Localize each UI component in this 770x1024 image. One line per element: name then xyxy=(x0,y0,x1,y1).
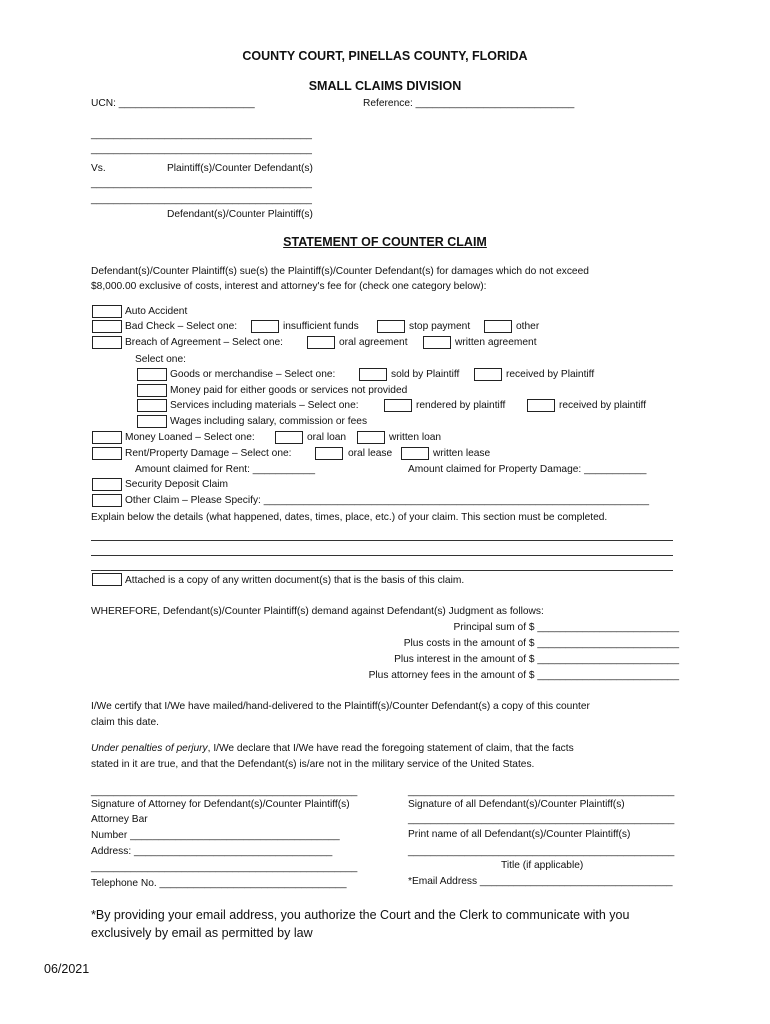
vs-label: Vs. xyxy=(91,163,106,174)
perjury-italic: Under penalties of perjury xyxy=(91,743,208,754)
court-title: COUNTY COURT, PINELLAS COUNTY, FLORIDA xyxy=(242,49,528,63)
intro-line-2: $8,000.00 exclusive of costs, interest and attorney's fee for (check one category below): xyxy=(91,281,487,292)
written-lease-label: written lease xyxy=(433,448,491,459)
stop-payment-label: stop payment xyxy=(409,321,471,332)
print-name-label: Print name of all Defendant(s)/Counter Plaintiff(s) xyxy=(408,829,631,840)
money-paid-label: Money paid for either goods or services not provided xyxy=(170,385,408,396)
bad-check-label: Bad Check – Select one: xyxy=(125,321,238,332)
amount-property-field[interactable]: Amount claimed for Property Damage: ___________ xyxy=(408,464,647,475)
auto-accident-label: Auto Accident xyxy=(125,306,188,317)
rendered-by-plaintiff-label: rendered by plaintiff xyxy=(416,400,506,411)
breach-checkbox[interactable] xyxy=(92,336,122,349)
costs-field[interactable]: Plus costs in the amount of $ _________________________ xyxy=(403,638,679,649)
written-agreement-checkbox[interactable] xyxy=(423,336,451,349)
form-title: STATEMENT OF COUNTER CLAIM xyxy=(283,235,487,249)
other-claim-field[interactable]: Other Claim – Please Specify: ____________________________________________________________________ xyxy=(125,495,649,506)
interest-field[interactable]: Plus interest in the amount of $ _________________________ xyxy=(394,654,679,665)
bar-number-field[interactable]: Number _____________________________________ xyxy=(91,830,340,841)
email-address-field[interactable]: *Email Address __________________________________ xyxy=(408,876,673,887)
rendered-by-plaintiff-checkbox[interactable] xyxy=(384,399,412,412)
attorney-signature-label: Signature of Attorney for Defendant(s)/Counter Plaintiff(s) xyxy=(91,799,350,810)
intro-line-1: Defendant(s)/Counter Plaintiff(s) sue(s) the Plaintiff(s)/Counter Defendant(s) for damages which do not exceed xyxy=(91,266,589,277)
perjury-line-2: stated in it are true, and that the Defendant(s) is/are not in the military service of the United States. xyxy=(91,759,535,770)
sold-by-plaintiff-label: sold by Plaintiff xyxy=(391,369,460,380)
written-lease-checkbox[interactable] xyxy=(401,447,429,460)
title-label: Title (if applicable) xyxy=(501,860,584,871)
telephone-field[interactable]: Telephone No. _________________________________ xyxy=(91,878,347,889)
certify-line-1: I/We certify that I/We have mailed/hand-delivered to the Plaintiff(s)/Counter Defendant(s) a copy of this counter xyxy=(91,701,590,712)
written-loan-checkbox[interactable] xyxy=(357,431,385,444)
defendant-name-line-2[interactable]: _______________________________________ xyxy=(91,194,312,205)
title-line[interactable]: _______________________________________________ xyxy=(408,846,675,857)
oral-agreement-checkbox[interactable] xyxy=(307,336,335,349)
oral-agreement-label: oral agreement xyxy=(339,337,408,348)
money-loaned-checkbox[interactable] xyxy=(92,431,122,444)
defendant-label: Defendant(s)/Counter Plaintiff(s) xyxy=(167,209,313,220)
ucn-field[interactable]: UCN: ________________________ xyxy=(91,98,255,109)
email-notice-line-1: *By providing your email address, you authorize the Court and the Clerk to communicate with you xyxy=(91,908,630,922)
explain-label: Explain below the details (what happened, dates, times, place, etc.) of your claim. This section must be completed. xyxy=(91,512,608,523)
goods-checkbox[interactable] xyxy=(137,368,167,381)
explain-line-3[interactable] xyxy=(91,570,673,571)
defendant-signature-line[interactable]: _______________________________________________ xyxy=(408,786,675,797)
plaintiff-label: Plaintiff(s)/Counter Defendant(s) xyxy=(167,163,313,174)
security-deposit-label: Security Deposit Claim xyxy=(125,479,229,490)
attached-checkbox[interactable] xyxy=(92,573,122,586)
explain-line-2[interactable] xyxy=(91,555,673,556)
wages-checkbox[interactable] xyxy=(137,415,167,428)
attorney-signature-line[interactable]: _______________________________________________ xyxy=(91,786,358,797)
rent-property-checkbox[interactable] xyxy=(92,447,122,460)
services-received-by-plaintiff-checkbox[interactable] xyxy=(527,399,555,412)
received-by-plaintiff-checkbox[interactable] xyxy=(474,368,502,381)
attorney-fees-field[interactable]: Plus attorney fees in the amount of $ _________________________ xyxy=(368,670,679,681)
email-notice-line-2: exclusively by email as permitted by law xyxy=(91,926,313,940)
perjury-line-1 xyxy=(91,742,574,755)
revision-date: 06/2021 xyxy=(44,962,90,976)
attached-label: Attached is a copy of any written document(s) that is the basis of this claim. xyxy=(125,575,465,586)
breach-label: Breach of Agreement – Select one: xyxy=(125,337,284,348)
attorney-bar-label: Attorney Bar xyxy=(91,814,148,825)
rent-property-label: Rent/Property Damage – Select one: xyxy=(125,448,292,459)
address-field[interactable]: Address: ___________________________________ xyxy=(91,846,333,857)
defendant-name-line-1[interactable]: _______________________________________ xyxy=(91,178,312,189)
explain-line-1[interactable] xyxy=(91,540,673,541)
print-name-line[interactable]: _______________________________________________ xyxy=(408,814,675,825)
other-check-label: other xyxy=(516,321,540,332)
wages-label: Wages including salary, commission or fees xyxy=(170,416,368,427)
wherefore-intro: WHEREFORE, Defendant(s)/Counter Plaintiff(s) demand against Defendant(s) Judgment as follows: xyxy=(91,606,544,617)
sold-by-plaintiff-checkbox[interactable] xyxy=(359,368,387,381)
perjury-line-1-rest: , I/We declare that I/We have read the foregoing statement of claim, that the facts xyxy=(207,743,574,754)
money-paid-checkbox[interactable] xyxy=(137,384,167,397)
auto-accident-checkbox[interactable] xyxy=(92,305,122,318)
written-loan-label: written loan xyxy=(389,432,442,443)
received-by-plaintiff-label: received by Plaintiff xyxy=(506,369,595,380)
certify-line-2: claim this date. xyxy=(91,717,159,728)
written-agreement-label: written agreement xyxy=(455,337,537,348)
services-received-by-plaintiff-label: received by plaintiff xyxy=(559,400,647,411)
insufficient-funds-checkbox[interactable] xyxy=(251,320,279,333)
other-check-checkbox[interactable] xyxy=(484,320,512,333)
select-one-label: Select one: xyxy=(135,354,186,365)
address-line-2[interactable]: _______________________________________________ xyxy=(91,862,358,873)
amount-rent-field[interactable]: Amount claimed for Rent: ___________ xyxy=(135,464,316,475)
services-checkbox[interactable] xyxy=(137,399,167,412)
other-claim-checkbox[interactable] xyxy=(92,494,122,507)
division-title: SMALL CLAIMS DIVISION xyxy=(308,79,462,93)
plaintiff-name-line-2[interactable]: _______________________________________ xyxy=(91,144,312,155)
security-deposit-checkbox[interactable] xyxy=(92,478,122,491)
insufficient-funds-label: insufficient funds xyxy=(283,321,359,332)
services-label: Services including materials – Select one: xyxy=(170,400,359,411)
money-loaned-label: Money Loaned – Select one: xyxy=(125,432,255,443)
stop-payment-checkbox[interactable] xyxy=(377,320,405,333)
goods-label: Goods or merchandise – Select one: xyxy=(170,369,336,380)
principal-sum-field[interactable]: Principal sum of $ _________________________ xyxy=(453,622,679,633)
oral-loan-checkbox[interactable] xyxy=(275,431,303,444)
oral-lease-label: oral lease xyxy=(348,448,393,459)
oral-lease-checkbox[interactable] xyxy=(315,447,343,460)
plaintiff-name-line-1[interactable]: _______________________________________ xyxy=(91,129,312,140)
reference-field[interactable]: Reference: ____________________________ xyxy=(363,98,575,109)
defendant-signature-label: Signature of all Defendant(s)/Counter Plaintiff(s) xyxy=(408,799,625,810)
oral-loan-label: oral loan xyxy=(307,432,347,443)
bad-check-checkbox[interactable] xyxy=(92,320,122,333)
